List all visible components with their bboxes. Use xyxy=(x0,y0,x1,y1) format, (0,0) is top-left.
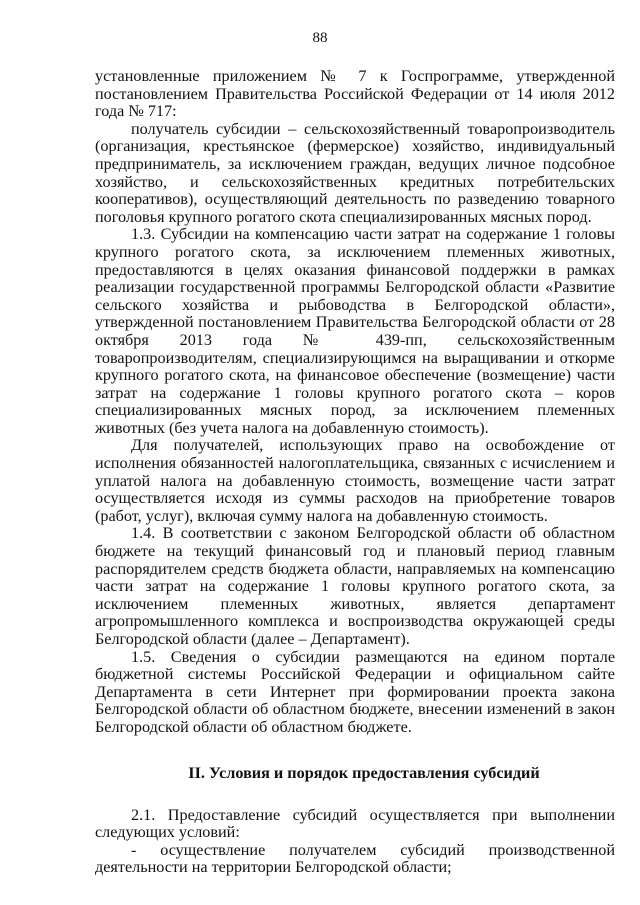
page-number: 88 xyxy=(312,30,328,46)
paragraph-1-3: 1.3. Субсидии на компенсацию части затрат на содержание 1 головы крупного рогатого скота, за исключением племенных животных, предоставляются в целях оказания финансовой поддержки в рамках реализации государственной программы Белгородской области «Развитие сельского хозяйства и рыбоводства в Белгородской области», утвержденной постановлением Правительства Белгородской области от 28 октября 2013 года № 439-пп, сельскохозяйственным товаропроизводителям, специализирующимся на выращивании и откорме крупного рогатого скота, на финансовое обеспечение (возмещение) части затрат на содержание 1 головы крупного рогатого скота – коров специализированных мясных пород, за исключением племенных животных (без учета налога на добавленную стоимость). xyxy=(95,225,615,437)
paragraph-recipient-definition: получатель субсидии – сельскохозяйственный товаропроизводитель (организация, крестьянское (фермерское) хозяйство, индивидуальный предприниматель, за исключением граждан, ведущих личное подсобное хозяйство, и сельскохозяйственных кредитных потребительских кооперативов), осуществляющий деятельность по разведению товарного поголовья крупного рогатого скота специализированных мясных пород. xyxy=(95,119,615,226)
paragraph-1-5: 1.5. Сведения о субсидии размещаются на едином портале бюджетной системы Российской Федерации и официальном сайте Департамента в сети Интернет при формировании проекта закона Белгородской области об областном бюджете, внесении изменений в закон Белгородской области об областном бюджете. xyxy=(95,647,615,736)
paragraph-2-1: 2.1. Предоставление субсидий осуществляется при выполнении следующих условий: xyxy=(95,805,615,842)
section-heading: II. Условия и порядок предоставления субсидий xyxy=(188,763,540,782)
paragraph-continuation: установленные приложением № 7 к Госпрограмме, утвержденной постановлением Правительства Российской Федерации от 14 июля 2012 года № 717: xyxy=(95,67,615,121)
document-body xyxy=(95,68,615,877)
paragraph-1-4: 1.4. В соответствии с законом Белгородской области об областном бюджете на текущий финансовый год и плановый период главным распорядителем средств бюджета области, направляемых на компенсацию части затрат на содержание 1 головы крупного рогатого скота, за исключением племенных животных, является департамент агропромышленного комплекса и воспроизводства окружающей среды Белгородской области (далее – Департамент). xyxy=(95,524,615,648)
paragraph-vat-exemption: Для получателей, использующих право на освобождение от исполнения обязанностей налогоплательщика, связанных с исчислением и уплатой налога на добавленную стоимость, возмещение части затрат осуществляется исходя из суммы расходов на приобретение товаров (работ, услуг), включая сумму налога на добавленную стоимость. xyxy=(95,436,615,525)
list-item-condition: - осуществление получателем субсидий производственной деятельности на территории Белгородской области; xyxy=(95,840,615,877)
